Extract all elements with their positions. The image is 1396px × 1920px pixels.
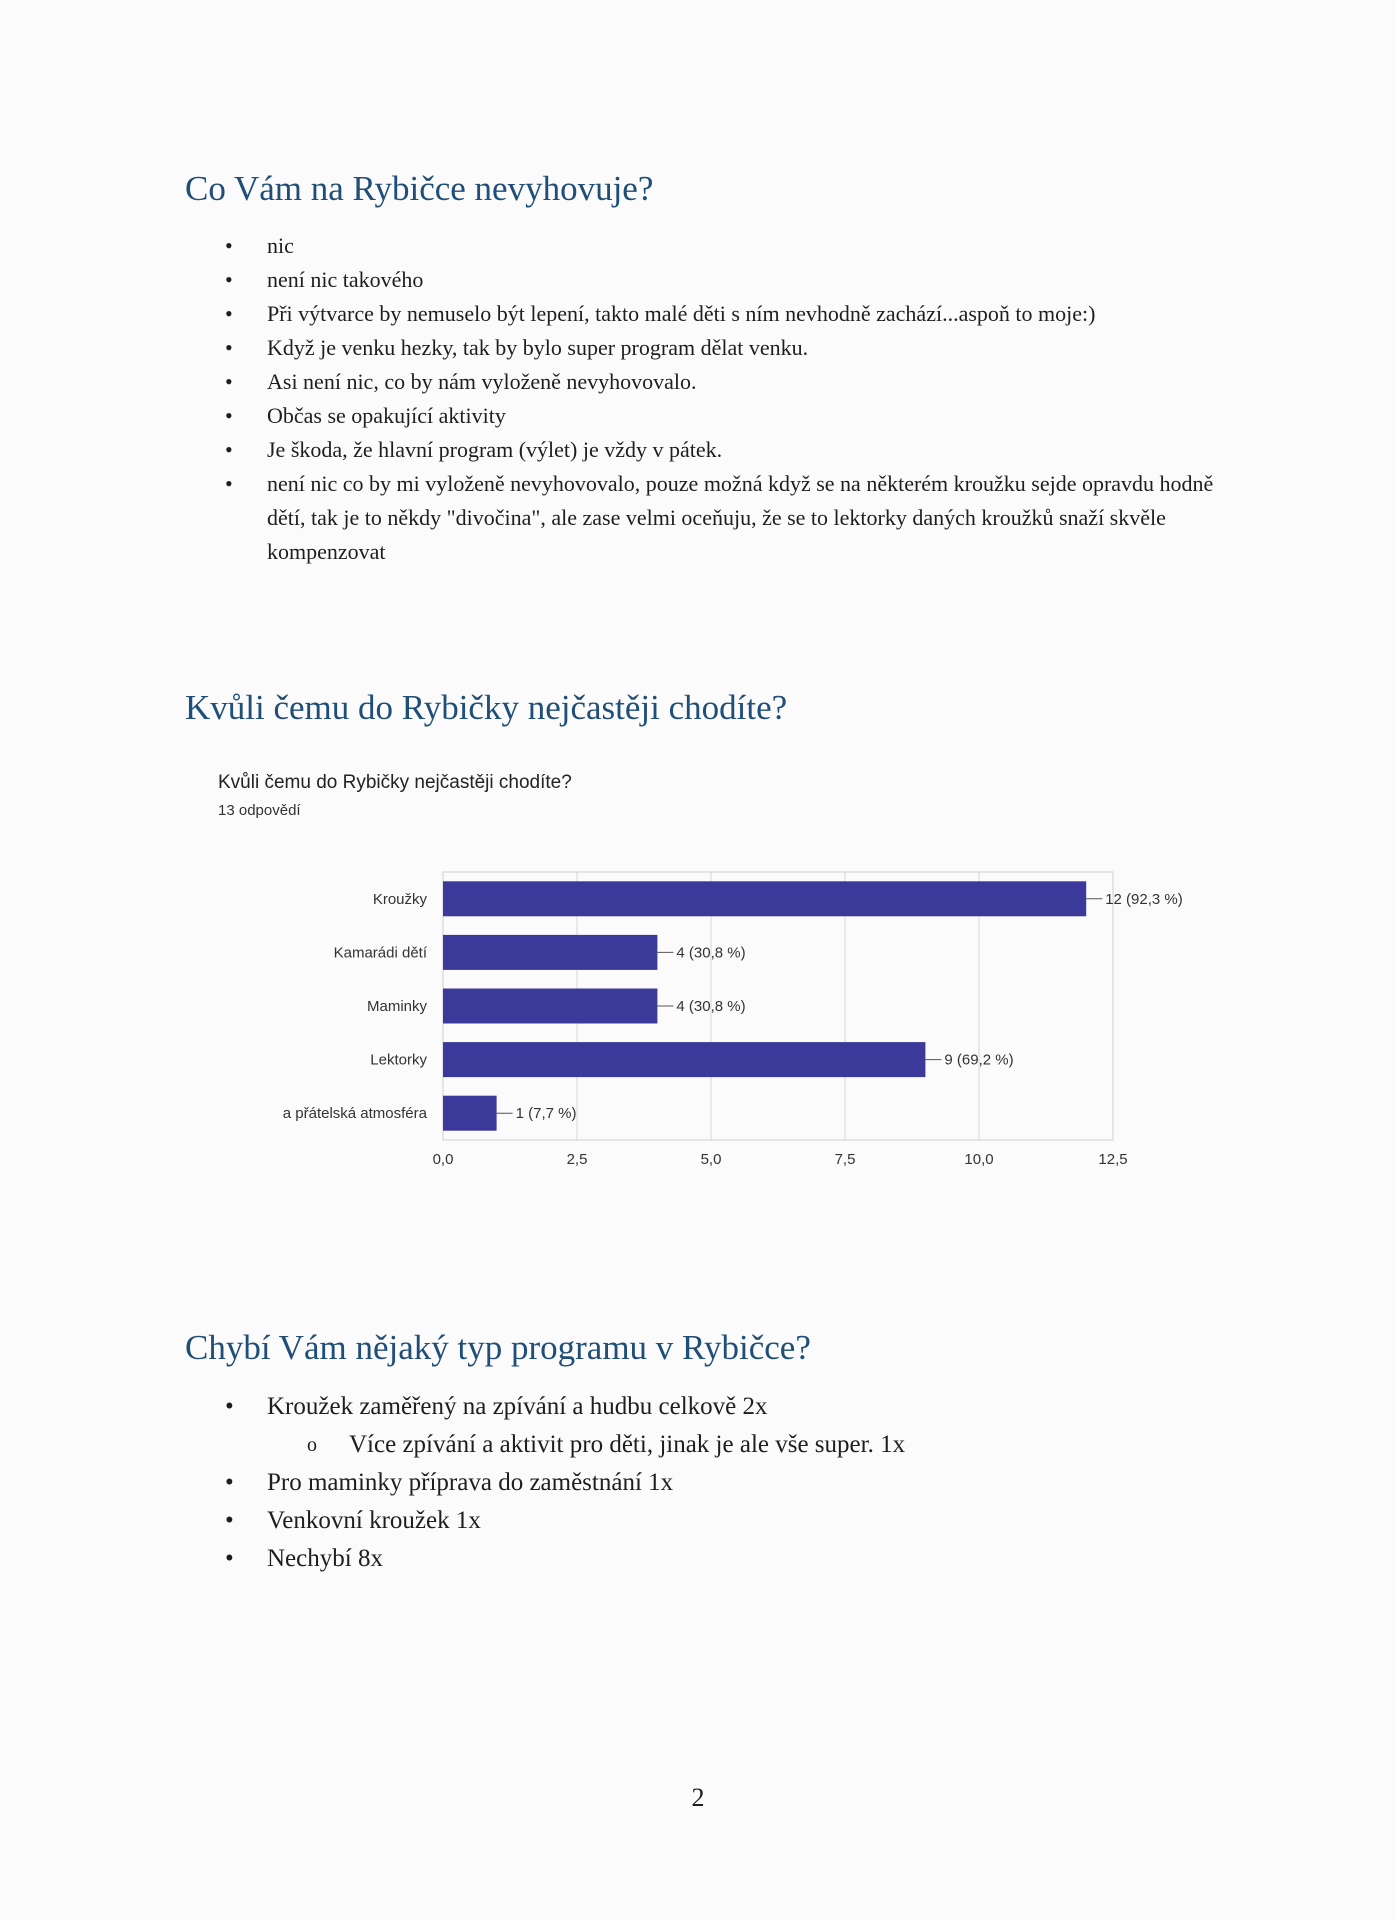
list-item: • nic <box>225 229 1225 263</box>
reasons-chart-svg <box>200 772 1220 1192</box>
list-item: • Pro maminky příprava do zaměstnání 1x <box>225 1464 1225 1502</box>
bar <box>443 1042 925 1077</box>
bar <box>443 989 657 1024</box>
section-heading-reasons: Kvůli čemu do Rybičky nejčastěji chodíte? <box>185 688 788 727</box>
x-tick-label: 2,5 <box>566 1151 588 1168</box>
category-label: Lektorky <box>370 1051 427 1069</box>
category-label: a přátelská atmosféra <box>282 1105 427 1123</box>
list-item: • Je škoda, že hlavní program (výlet) je vždy v pátek. <box>225 433 1225 467</box>
chart-title: Kvůli čemu do Rybičky nejčastěji chodíte? <box>218 772 572 793</box>
x-tick-label: 0,0 <box>432 1151 454 1168</box>
x-tick-label: 7,5 <box>834 1151 856 1168</box>
list-item: • Venkovní kroužek 1x <box>225 1502 1225 1540</box>
list-item-text: Kroužek zaměřený na zpívání a hudbu celkově 2x <box>267 1393 768 1420</box>
category-label: Kamarádi dětí <box>333 944 427 962</box>
list-item: • není nic takového <box>225 263 1225 297</box>
data-label: 4 (30,8 %) <box>676 944 746 962</box>
bar <box>443 935 657 970</box>
list-item: • Když je venku hezky, tak by bylo super program dělat venku. <box>225 331 1225 365</box>
data-label: 4 (30,8 %) <box>676 998 746 1015</box>
list-item: • Občas se opakující aktivity <box>225 399 1225 433</box>
section-heading-missing: Chybí Vám nějaký typ programu v Rybičce? <box>185 1328 811 1367</box>
list-item: • není nic co by mi vyloženě nevyhovovalo, pouze možná když se na některém kroužku sejde opravdu hodně dětí, tak je to někdy "divočina", ale zase velmi oceňuju, že se to lektorky daných kroužků snaží skvěle kompenzovat <box>225 467 1225 569</box>
reasons-chart <box>200 772 1220 1192</box>
list-item: • Asi není nic, co by nám vyloženě nevyhovovalo. <box>225 365 1225 399</box>
data-label: 12 (92,3 %) <box>1105 890 1183 908</box>
page-number: 2 <box>691 1783 705 1812</box>
category-label: Kroužky <box>372 890 427 908</box>
bar <box>443 1096 497 1131</box>
chart-subtitle: 13 odpovědí <box>218 802 301 819</box>
dislikes-list <box>225 229 1225 569</box>
x-tick-label: 5,0 <box>700 1151 722 1168</box>
category-label: Maminky <box>366 998 427 1015</box>
bar <box>443 881 1086 916</box>
sub-list <box>267 1426 1225 1464</box>
list-item <box>225 1388 1225 1464</box>
section-heading-dislikes: Co Vám na Rybičce nevyhovuje? <box>185 169 654 208</box>
list-item: • Při výtvarce by nemuselo být lepení, takto malé děti s ním nevhodně zachází...aspoň to moje:) <box>225 297 1225 331</box>
data-label: 9 (69,2 %) <box>944 1051 1014 1069</box>
list-item: • Nechybí 8x <box>225 1540 1225 1578</box>
data-label: 1 (7,7 %) <box>515 1105 577 1123</box>
missing-list <box>225 1388 1225 1578</box>
x-tick-label: 12,5 <box>1098 1151 1128 1168</box>
sub-list-item: o Více zpívání a aktivit pro děti, jinak je ale vše super. 1x <box>307 1426 1225 1464</box>
x-tick-label: 10,0 <box>964 1151 994 1168</box>
